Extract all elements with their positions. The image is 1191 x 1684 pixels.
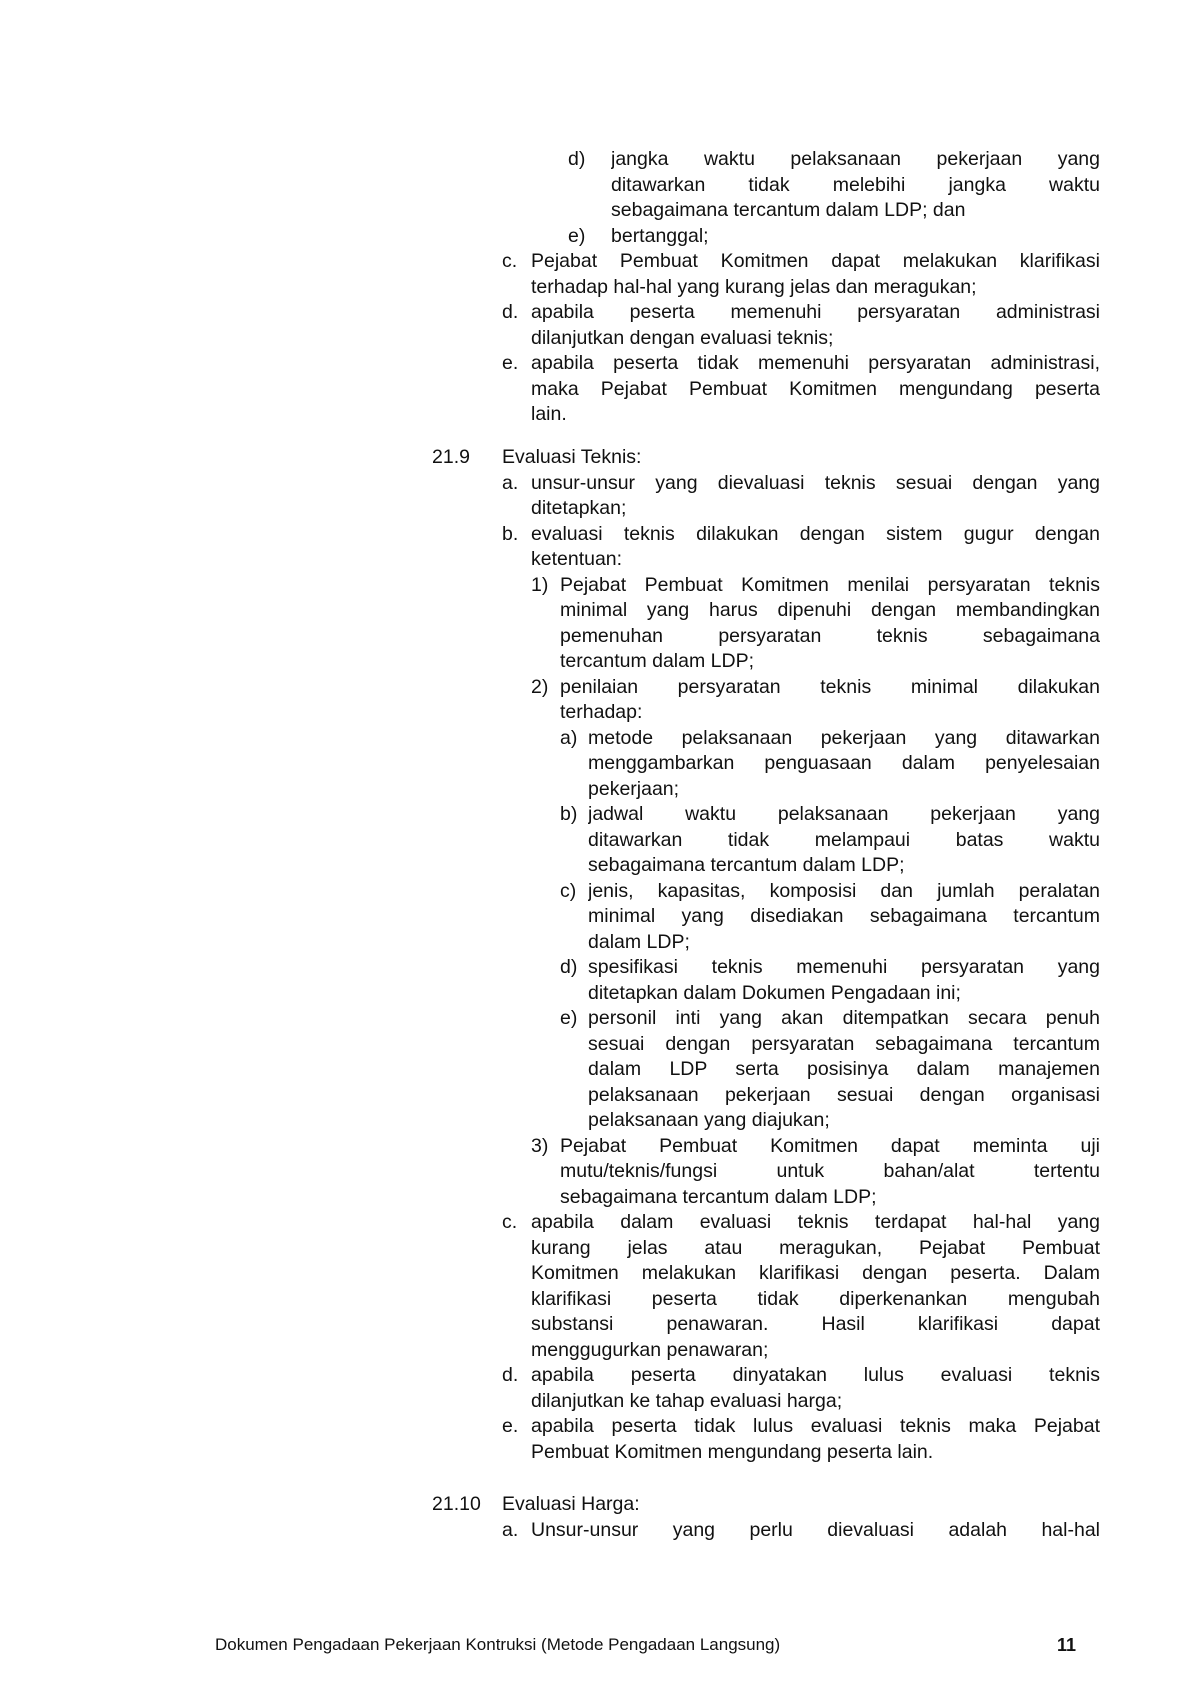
section-number-21-10: 21.10 [432, 1493, 481, 1515]
text-line: ditawarkan tidak melebihi jangka waktu [611, 173, 1100, 196]
list-item-text [531, 300, 1100, 351]
text-line: jadwal waktu pelaksanaan pekerjaan yang [588, 803, 1100, 825]
list-marker: d) [560, 956, 578, 978]
page-number: 11 [1057, 1635, 1077, 1655]
text-line: klarifikasi peserta tidak diperkenankan mengubah [531, 1287, 1100, 1310]
text-line: pekerjaan; [588, 777, 680, 800]
text-line: unsur-unsur yang dievaluasi teknis sesuai dengan yang [531, 471, 1100, 494]
list-marker: e. [502, 1415, 519, 1437]
list-item-text [588, 879, 1100, 956]
list-marker: e) [568, 224, 586, 247]
list-marker: d. [502, 301, 519, 323]
list-item-text [531, 1414, 1100, 1465]
text-line: jangka waktu pelaksanaan pekerjaan yang [611, 148, 1100, 170]
list-marker: e) [560, 1007, 578, 1029]
text-line: kurang jelas atau meragukan, Pejabat Pembuat [531, 1236, 1100, 1259]
list-marker: d) [568, 148, 586, 170]
text-line: menggambarkan penguasaan dalam penyelesaian [588, 752, 1100, 774]
text-line: dalam LDP serta posisinya dalam manajemen [588, 1058, 1100, 1080]
text-line: sesuai dengan persyaratan sebagaimana tercantum [588, 1032, 1100, 1055]
text-line: sebagaimana tercantum dalam LDP; dan [611, 199, 966, 221]
list-item-text [531, 471, 1100, 522]
section-number-21-9: 21.9 [432, 446, 470, 468]
text-line: sebagaimana tercantum dalam LDP; [588, 854, 905, 876]
text-line: dilanjutkan ke tahap evaluasi harga; [531, 1389, 843, 1412]
list-marker: b) [560, 803, 578, 825]
list-marker: b. [502, 522, 519, 545]
text-line: Komitmen melakukan klarifikasi dengan peserta. Dalam [531, 1262, 1100, 1284]
footer-document-title: Dokumen Pengadaan Pekerjaan Kontruksi (Metode Pengadaan Langsung) [215, 1635, 781, 1654]
section-title-evaluasi-teknis: Evaluasi Teknis: [502, 446, 642, 468]
list-marker: 3) [531, 1134, 549, 1157]
list-marker: c. [502, 1211, 518, 1233]
text-line: apabila peserta tidak memenuhi persyaratan administrasi, [531, 352, 1100, 374]
text-line: bertanggal; [611, 224, 709, 247]
text-line: ditawarkan tidak melampaui batas waktu [588, 828, 1100, 851]
list-item-text [560, 573, 1100, 675]
text-line: Pejabat Pembuat Komitmen menilai persyaratan teknis [560, 573, 1100, 596]
list-item-text [560, 1134, 1100, 1211]
text-line: apabila peserta memenuhi persyaratan administrasi [531, 301, 1100, 323]
text-line: penilaian persyaratan teknis minimal dilakukan [560, 675, 1100, 698]
list-item-text [588, 955, 1100, 1006]
list-marker: c) [560, 879, 577, 902]
text-line: Pembuat Komitmen mengundang peserta lain. [531, 1440, 934, 1463]
text-line: Pejabat Pembuat Komitmen dapat meminta uji [560, 1134, 1100, 1157]
text-line: tercantum dalam LDP; [560, 650, 755, 672]
text-line: Unsur-unsur yang perlu dievaluasi adalah hal-hal [531, 1518, 1100, 1541]
list-item-text [531, 351, 1100, 428]
list-item-text [531, 249, 1100, 300]
text-line: ditetapkan dalam Dokumen Pengadaan ini; [588, 981, 961, 1004]
text-line: ketentuan: [531, 548, 623, 570]
text-line: pemenuhan persyaratan teknis sebagaimana [560, 624, 1100, 647]
list-marker: a. [502, 471, 519, 494]
text-line: personil inti yang akan ditempatkan secara penuh [588, 1007, 1100, 1029]
text-line: dilanjutkan dengan evaluasi teknis; [531, 326, 834, 349]
text-line: minimal yang harus dipenuhi dengan membandingkan [560, 599, 1100, 621]
list-item-text [611, 224, 1100, 250]
text-line: jenis, kapasitas, komposisi dan jumlah peralatan [588, 879, 1100, 902]
list-marker: 1) [531, 573, 549, 596]
text-line: mutu/teknis/fungsi untuk bahan/alat tertentu [560, 1160, 1100, 1182]
list-item-text [588, 802, 1100, 879]
list-item-text [531, 1210, 1100, 1363]
text-line: spesifikasi teknis memenuhi persyaratan yang [588, 956, 1100, 978]
text-line: sebagaimana tercantum dalam LDP; [560, 1185, 877, 1208]
section-title-evaluasi-harga: Evaluasi Harga: [502, 1493, 640, 1515]
text-line: Pejabat Pembuat Komitmen dapat melakukan klarifikasi [531, 250, 1100, 272]
text-line: lain. [531, 403, 567, 425]
list-item-text [611, 147, 1100, 224]
text-line: terhadap: [560, 701, 643, 723]
text-line: menggugurkan penawaran; [531, 1338, 769, 1361]
text-line: apabila peserta dinyatakan lulus evaluasi teknis [531, 1364, 1100, 1386]
list-marker: a. [502, 1518, 519, 1541]
text-line: apabila peserta tidak lulus evaluasi teknis maka Pejabat [531, 1415, 1100, 1437]
list-item-text [588, 726, 1100, 803]
list-item-text [531, 522, 1100, 573]
list-item-text [531, 1518, 1100, 1544]
list-item-text [560, 675, 1100, 726]
list-marker: e. [502, 352, 519, 374]
text-line: pelaksanaan pekerjaan sesuai dengan organisasi [588, 1083, 1100, 1106]
text-line: terhadap hal-hal yang kurang jelas dan meragukan; [531, 275, 977, 298]
list-marker: d. [502, 1364, 519, 1386]
text-line: pelaksanaan yang diajukan; [588, 1109, 830, 1131]
list-item-text [588, 1006, 1100, 1134]
text-line: ditetapkan; [531, 497, 627, 519]
list-marker: a) [560, 726, 578, 749]
text-line: substansi penawaran. Hasil klarifikasi dapat [531, 1313, 1100, 1335]
text-line: evaluasi teknis dilakukan dengan sistem gugur dengan [531, 522, 1100, 545]
list-item-text [531, 1363, 1100, 1414]
list-marker: 2) [531, 675, 549, 698]
text-line: dalam LDP; [588, 930, 690, 953]
text-line: minimal yang disediakan sebagaimana tercantum [588, 905, 1100, 927]
text-line: maka Pejabat Pembuat Komitmen mengundang peserta [531, 377, 1100, 400]
text-line: apabila dalam evaluasi teknis terdapat hal-hal yang [531, 1211, 1100, 1233]
text-line: metode pelaksanaan pekerjaan yang ditawarkan [588, 726, 1100, 749]
list-marker: c. [502, 250, 518, 272]
